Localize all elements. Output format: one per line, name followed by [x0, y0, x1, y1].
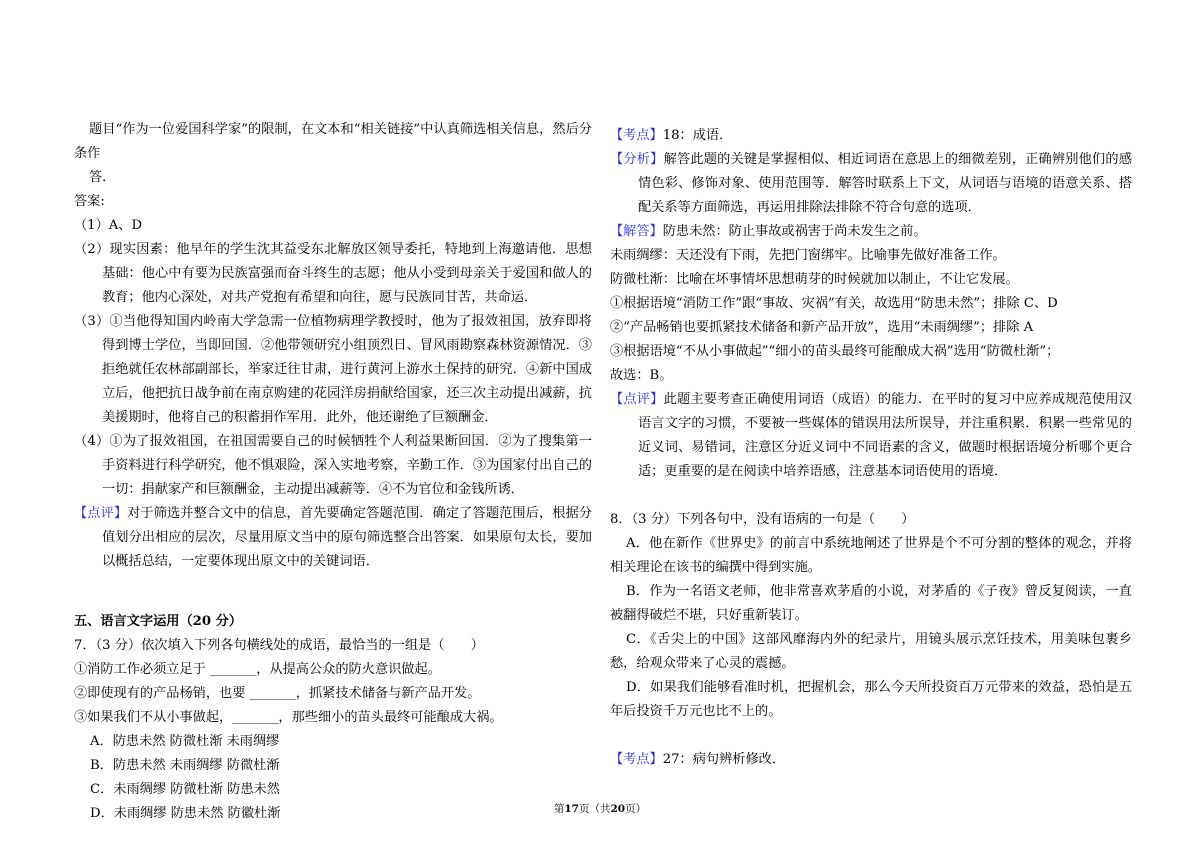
- reason-3: ③根据语境“不从小事做起”“细小的苗头最终可能酿成大祸”选用“防微杜渐”；: [610, 344, 1060, 359]
- fenxi-text: 解答此题的关键是掌握相似、相近词语在意思上的细微差别，正确辨别他们的感情色彩、修饰对象、使用范围等．解答时联系上下文，从词语与语境的语意关系、搭配关系等方面筛选，再运用排除法排除不符合句意的选项．: [638, 152, 1133, 215]
- intro-line: 题目“作为一位爱国科学家”的限制，在文本和“相关链接”中认真筛选相关信息，然后分条作: [74, 122, 592, 161]
- page-total: 20: [610, 803, 626, 815]
- jieda-text: 防患未然：防止事故或祸害于尚未发生之前。: [662, 224, 927, 239]
- question-7-stem: 7．（3 分）依次填入下列各句横线处的成语，最恰当的一组是（ ）: [74, 638, 484, 653]
- dianping-tag: 【点评】: [610, 392, 664, 407]
- comment-paragraph: [74, 502, 592, 574]
- reason-1: ①根据语境“消防工作”跟“事故、灾祸”有关，故选用“防患未然”；排除 C、D: [610, 296, 1058, 311]
- question-7-option-d: D．未雨绸缪 防患未然 防徽杜渐: [90, 806, 281, 821]
- choice-line: 故选：B。: [610, 368, 673, 383]
- answer-3: （3）①当他得知国内岭南大学急需一位植物病理学教授时，他为了报效祖国，放弃即将得到博士学位，当即回国．②他带领研究小组顶烈日、冒风雨勘察森林资源情况．③拒绝就任农林部副部长，举家迁往甘肃，进行黄河上游水土保持的研究．④新中国成立后，他把抗日战争前在南京购建的花园洋房捐献给国家，还三次主动提出减薪，抗美援期时，他将自己的积蓄捐作军用．此外，他还谢绝了巨额酬金．: [74, 314, 592, 425]
- intro-line-2: 答．: [89, 170, 116, 185]
- page-number: 17: [564, 803, 579, 815]
- kaodian-2-tag: 【考点】: [610, 752, 663, 767]
- answer-2: （2）现实因素：他早年的学生沈其益受东北解放区领导委托，特地到上海邀请他．思想基础：他心中有要为民族富强而奋斗终生的志愿；他从小受到母亲关于爱国和做人的教育；他内心深处，对共产党抱有希望和向往，愿与民族同甘苦，共命运．: [74, 242, 592, 305]
- answer-label: 答案:: [74, 194, 105, 209]
- footer-prefix: 第: [553, 803, 565, 815]
- question-8-stem: 8．（3 分）下列各句中，没有语病的一句是（ ）: [610, 512, 915, 527]
- question-7-sentence-2: ②即使现有的产品杨销，也要 _______，抓紧技术储备与新产品开发。: [74, 686, 481, 701]
- answer-4: （4）①为了报效祖国，在祖国需要自己的时候牺牲个人利益果断回国．②为了搜集第一手资料进行科学研究，他不惧艰险，深入实地考察，辛勤工作．③为国家付出自己的一切：捐献家产和巨额酬金，主动提出减薪等．④不为官位和金钱所诱．: [74, 434, 592, 497]
- kaodian-2-paragraph: [610, 748, 1132, 772]
- section-title: 五、语言文字运用（20 分）: [74, 614, 243, 629]
- question-7-sentence-3: ③如果我们不从小事做起，_______，那些细小的苗头最终可能酿成大祸。: [74, 710, 503, 725]
- kaodian-paragraph: [610, 124, 1132, 148]
- jieda-paragraph: [610, 220, 1132, 244]
- comment-text: 对于筛选并整合文中的信息，首先要确定答题范围．确定了答题范围后，根据分值划分出相应的层次，尽量用原文当中的原句筛选整合出答案．如果原句太长，要加以概括总结，一定要体现出原文中的关键词语．: [102, 506, 592, 569]
- question-7-option-c: C．未雨绸缪 防微杜渐 防患未然: [90, 782, 280, 797]
- definition-2: 未雨绸缪：天还没有下雨，先把门窗绑牢。比喻事先做好准备工作。: [610, 248, 1006, 263]
- question-7-option-b: B．防患未然 未雨绸缪 防微杜渐: [90, 758, 280, 773]
- definition-3: 防微杜渐：比喻在坏事情坏思想萌芽的时候就加以制止，不让它发展。: [610, 272, 1019, 287]
- question-7-sentence-1: ①消防工作必须立足于 _______，从提高公众的防火意识做起。: [74, 662, 441, 677]
- left-column: [74, 118, 592, 826]
- kaodian-2-text: 27：病句辨析修改．: [662, 752, 786, 767]
- footer-mid: 页（共: [579, 803, 611, 815]
- question-8-option-b: B．作为一名语文老师，他非常喜欢茅盾的小说，对茅盾的《子夜》曾反复阅读，一直被翻得破烂不堪，只好重新装订。: [610, 584, 1132, 623]
- answer-1: （1）A、D: [74, 218, 143, 233]
- footer-suffix: 页）: [625, 803, 647, 815]
- kaodian-text: 18：成语．: [662, 128, 733, 143]
- page-footer: [0, 802, 1200, 816]
- question-7-option-a: A．防患未然 防微杜渐 未雨绸缪: [90, 734, 280, 749]
- fenxi-paragraph: [610, 148, 1132, 220]
- question-8-option-a: A．他在新作《世界史》的前言中系统地阐述了世界是个不可分割的整体的观念，并将相关理论在该书的编撰中得到实施。: [610, 536, 1132, 575]
- jieda-tag: 【解答】: [610, 224, 663, 239]
- fenxi-tag: 【分析】: [610, 152, 664, 167]
- question-8-option-d: D．如果我们能够看准时机，把握机会，那么今天所投资百万元带来的效益，恐怕是五年后投资千万元也比不上的。: [610, 680, 1132, 719]
- question-8-option-c: C．《舌尖上的中国》这部风靡海内外的纪录片，用镜头展示烹饪技术，用美味包裹乡愁，给观众带来了心灵的震撼。: [610, 632, 1132, 671]
- dianping-paragraph: [610, 388, 1132, 484]
- comment-tag: 【点评】: [74, 506, 128, 521]
- dianping-text: 此题主要考查正确使用词语（成语）的能力．在平时的复习中应养成规范使用汉语言文字的习惯，不要被一些媒体的错误用法所误导，并注重积累．积累一些常见的近义词、易错词，注意区分近义词中不同语素的含义，做题时根据语境分析哪个更合适；更重要的是在阅读中培养语感，注意基本词语使用的语境．: [638, 392, 1133, 479]
- reason-2: ②“产品畅销也要抓紧技术储备和新产品开放”，选用“未雨绸缪”；排除 A: [610, 320, 1034, 335]
- kaodian-tag: 【考点】: [610, 128, 663, 143]
- right-column: [610, 118, 1132, 772]
